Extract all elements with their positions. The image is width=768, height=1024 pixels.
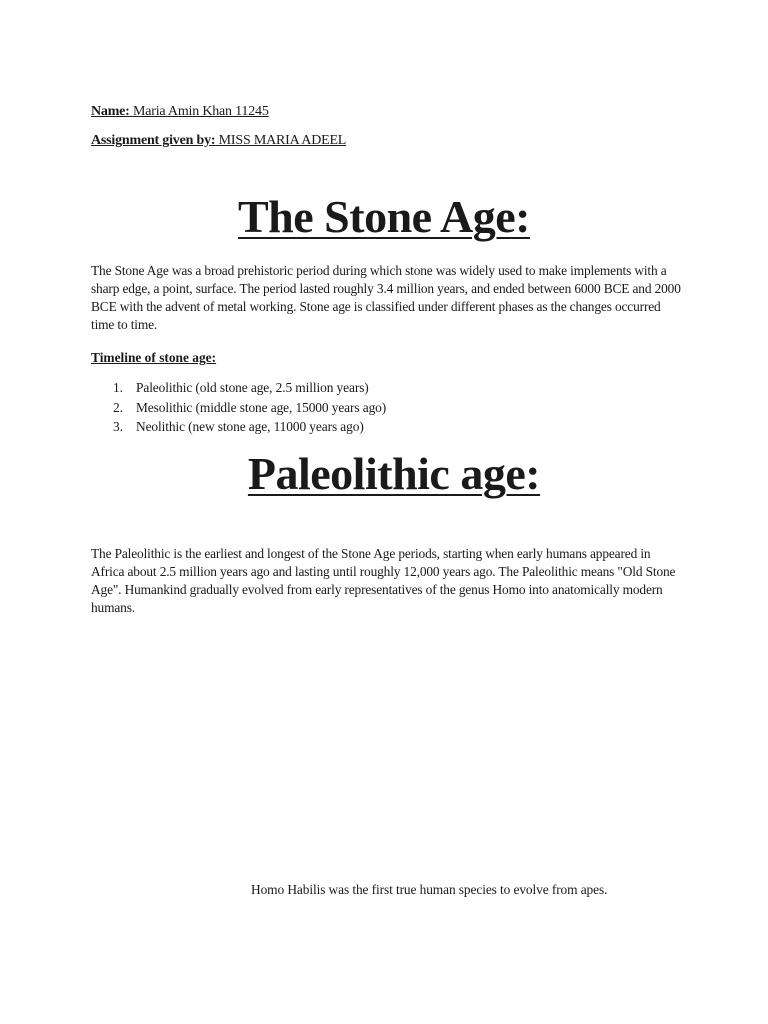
timeline-heading: Timeline of stone age: xyxy=(91,350,217,365)
timeline-item xyxy=(91,398,386,418)
timeline-item xyxy=(91,378,386,398)
timeline-list xyxy=(91,378,386,437)
paleolithic-title: Paleolithic age: xyxy=(247,448,541,499)
stone-age-intro-paragraph: The Stone Age was a broad prehistoric period during which stone was widely used to make implements with a sharp edge, a point, surface. The period lasted roughly 3.4 million years, and ended between 6000 BCE and 2000 BCE with the advent of metal working. Stone age is classified under different phases as the changes occurred time to time. xyxy=(91,263,681,332)
timeline-item-text: Paleolithic (old stone age, 2.5 million years) xyxy=(136,380,369,395)
assignment-label: Assignment given by: xyxy=(91,133,216,148)
name-label: Name: xyxy=(91,104,130,119)
name-value: Maria Amin Khan 11245 xyxy=(132,104,269,119)
timeline-item xyxy=(91,417,386,437)
timeline-item-number: 2. xyxy=(113,399,123,415)
image-caption: Homo Habilis was the first true human species to evolve from apes. xyxy=(251,882,608,897)
assignment-value: MISS MARIA ADEEL xyxy=(218,133,347,148)
paleolithic-paragraph: The Paleolithic is the earliest and longest of the Stone Age periods, starting when early humans appeared in Africa about 2.5 million years ago and lasting until roughly 12,000 years ago. The Paleolithic means "Old Stone Age". Humankind gradually evolved from early representatives of the genus Homo into anatomically modern humans. xyxy=(91,546,676,615)
student-name-line xyxy=(91,104,269,120)
timeline-item-number: 3. xyxy=(113,419,123,434)
assignment-line xyxy=(91,133,346,149)
timeline-item-text: Mesolithic (middle stone age, 15000 years ago) xyxy=(136,399,387,415)
timeline-item-number: 1. xyxy=(113,380,123,395)
stone-age-title: The Stone Age: xyxy=(238,191,530,242)
timeline-item-text: Neolithic (new stone age, 11000 years ago) xyxy=(136,419,364,434)
